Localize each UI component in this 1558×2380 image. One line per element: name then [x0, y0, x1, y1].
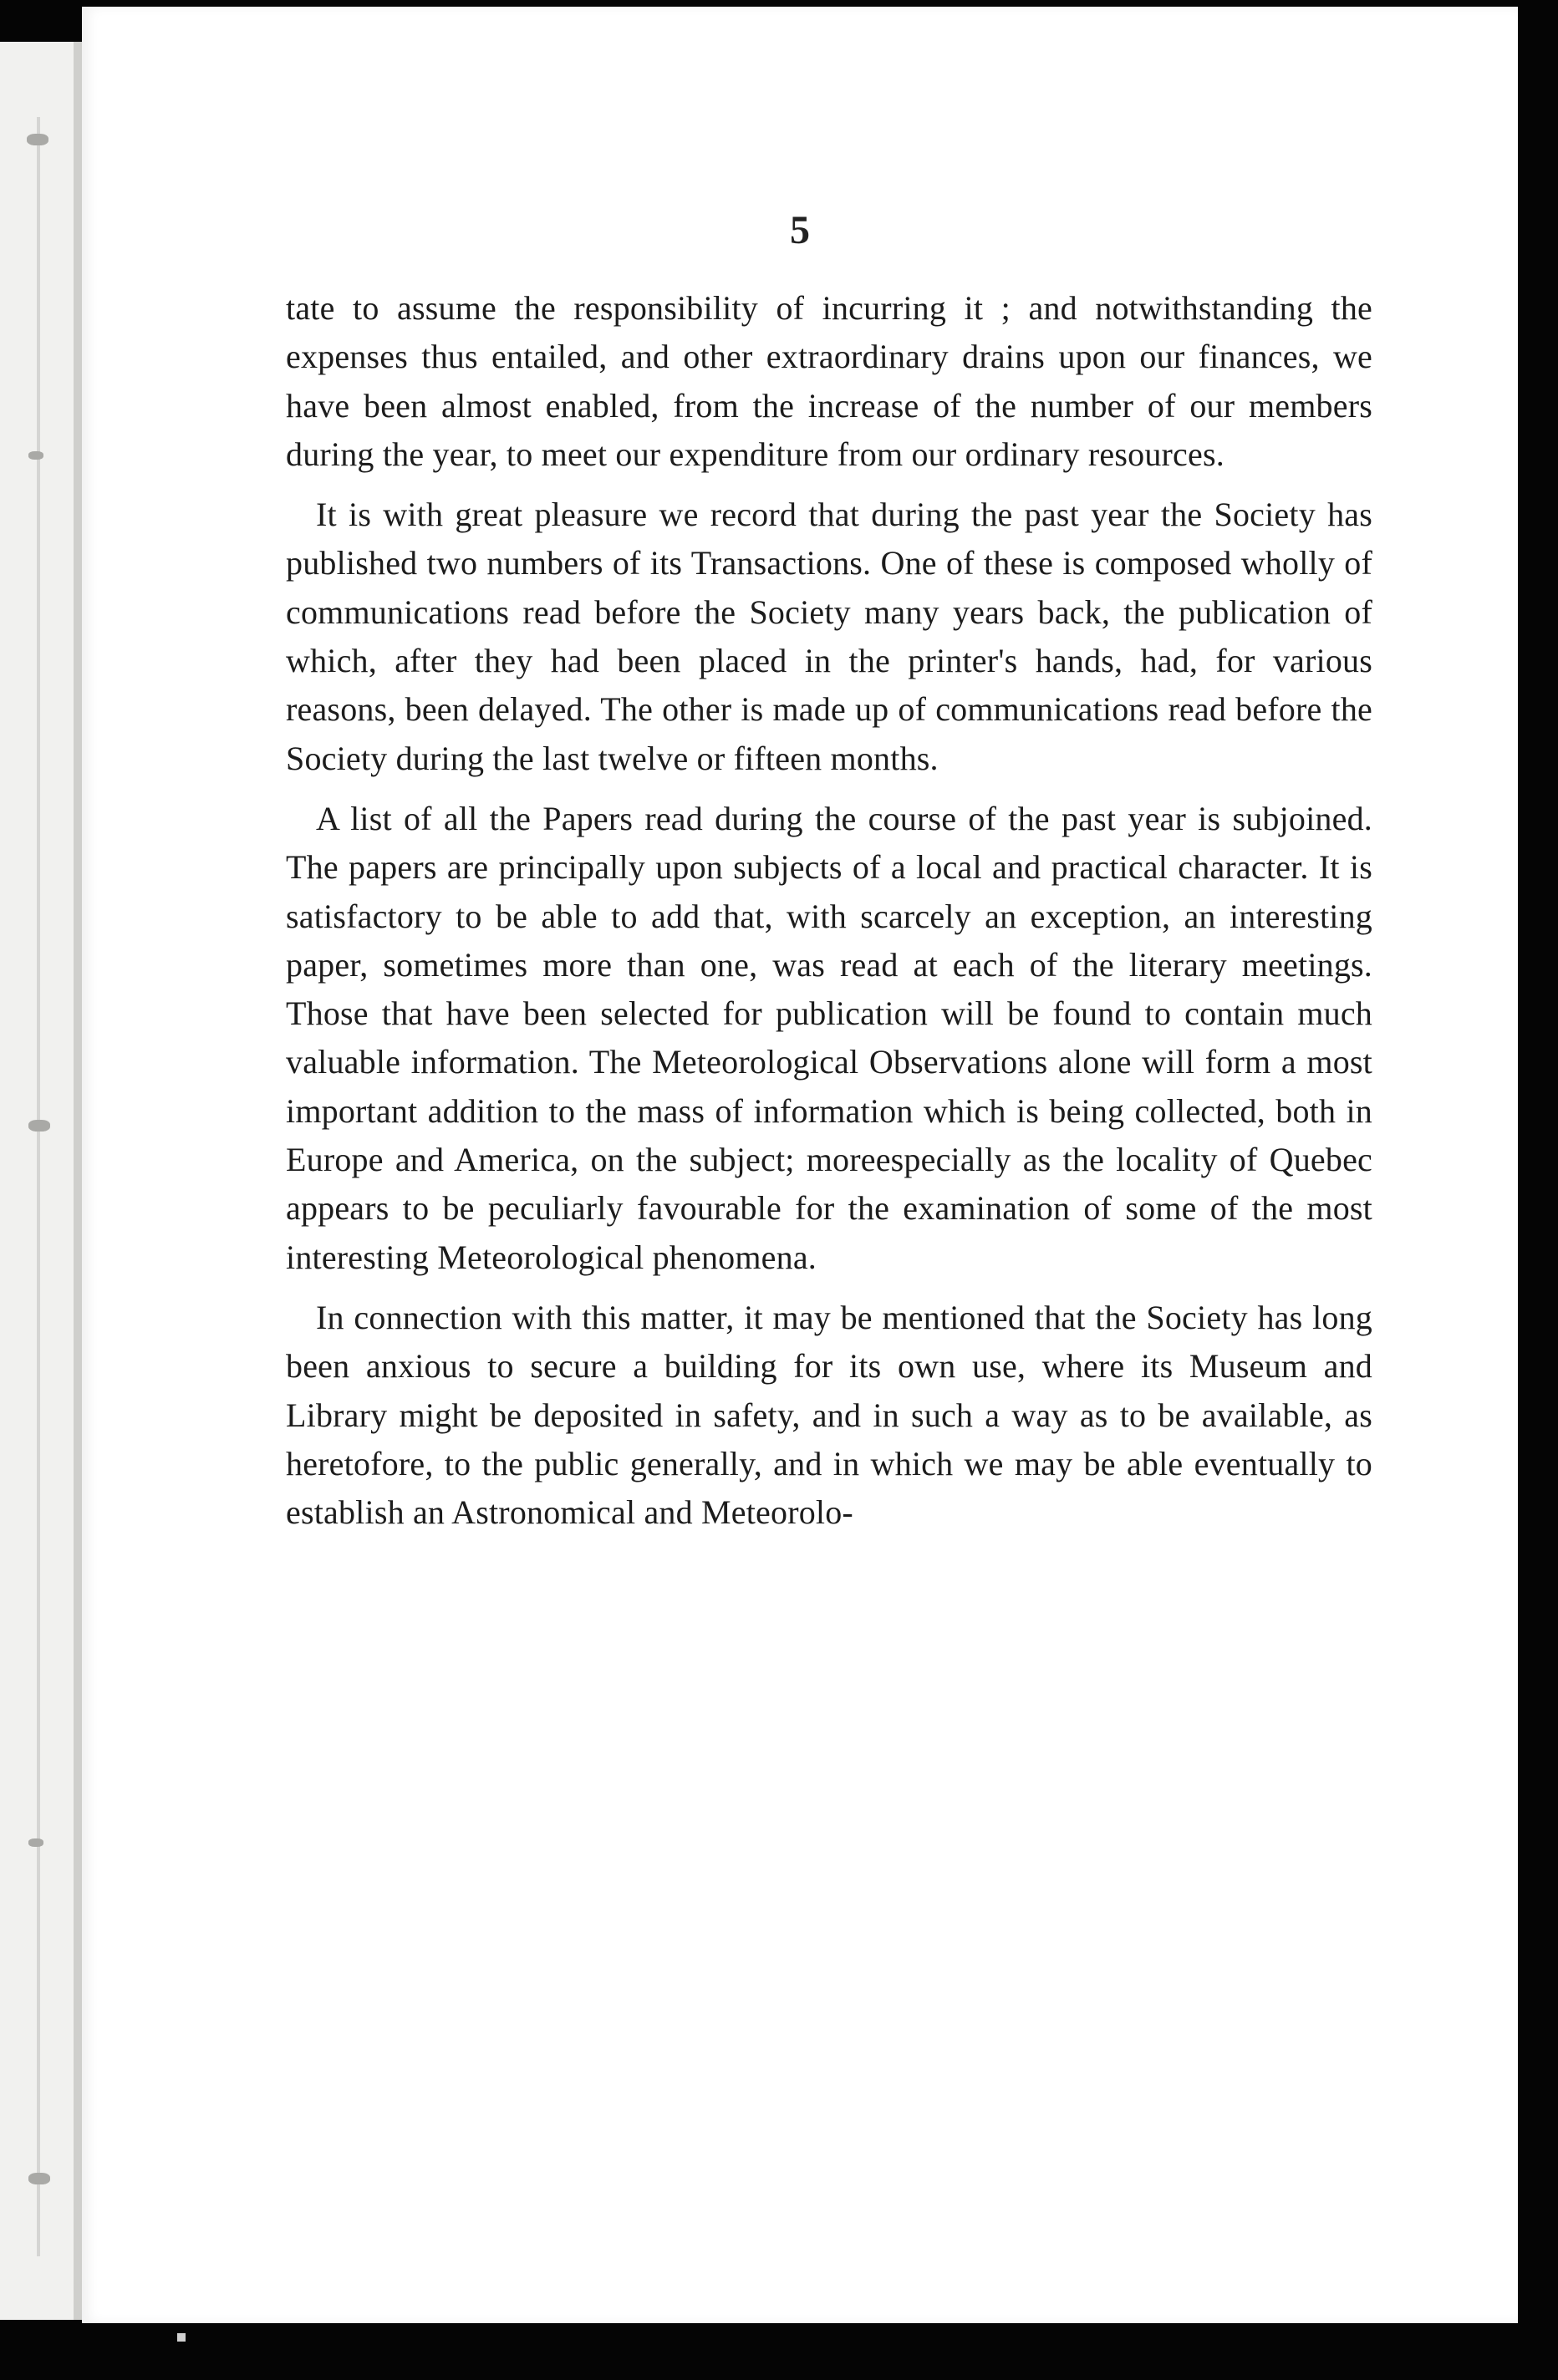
paragraph-1: tate to assume the responsibility of incurring it ; and notwithstanding the expenses thus entailed, and other extraordinary drains upon our finances, we have been almost enabled, from the increase of the number of our members during the year, to meet our expenditure from our ordinary resources. [286, 289, 1372, 473]
facing-page-edge [0, 42, 80, 2320]
paragraph-2: It is with great pleasure we record that during the past year the Society has published two numbers of its Transactions. One of these is composed wholly of communications read before the Society many years back, the publication of which, after they had been placed in the printer's hands, had, for various reasons, been delayed. The other is made up of communications read before the Society during the last twelve or fifteen months. [286, 496, 1372, 777]
binding-thread-mark [27, 134, 48, 145]
binding-thread-mark [28, 1120, 50, 1132]
binding-thread-mark [28, 2173, 50, 2184]
scan-mark [177, 2333, 186, 2342]
page-fold [74, 42, 82, 2320]
page-number: 5 [790, 208, 810, 252]
binding-thread-mark [28, 451, 43, 460]
body-text [286, 284, 1372, 1537]
binding-thread-mark [28, 1838, 43, 1847]
binding-line [37, 117, 40, 2256]
book-page [82, 7, 1518, 2323]
paragraph-3: A list of all the Papers read during the course of the past year is subjoined. The papers are principally upon subjects of a local and practical character. It is satisfactory to be able to add that, with scarcely an exception, an interesting paper, sometimes more than one, was read at each of the literary meetings. Those that have been selected for publication will be found to contain much valuable information. The Meteorological Observations alone will form a most important addition to the mass of information which is being collected, both in Europe and America, on the subject; moreespecially as the locality of Quebec appears to be peculiarly favourable for the examination of some of the most interesting Meteorological phenomena. [286, 799, 1372, 1276]
paragraph-4: In connection with this matter, it may be mentioned that the Society has long been anxious to secure a building for its own use, where its Museum and Library might be deposited in safety, and in such a way as to be available, as heretofore, to the public generally, and in which we may be able eventually to establish an Astronomical and Meteorolo- [286, 1298, 1372, 1532]
